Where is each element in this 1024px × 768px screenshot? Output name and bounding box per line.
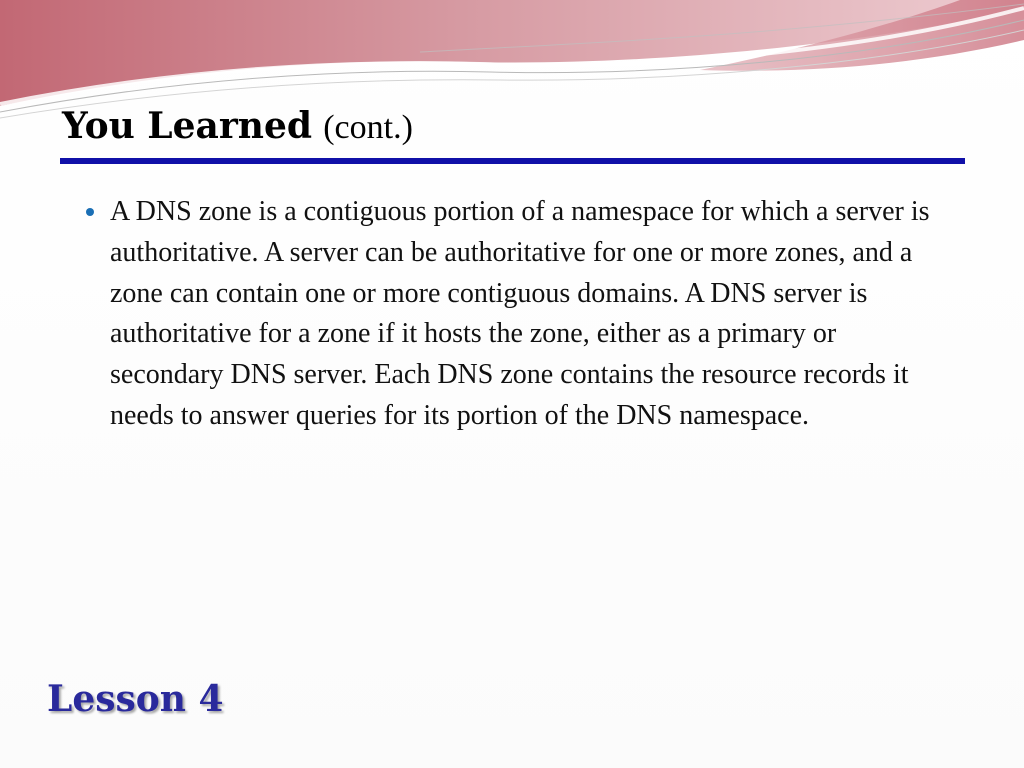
bullet-dot-icon (86, 208, 94, 216)
bullet-list (82, 192, 932, 437)
footer-lesson-label: Lesson 4 (47, 678, 224, 720)
bullet-item (82, 192, 932, 437)
slide-title-subtitle: (cont.) (323, 109, 413, 146)
bullet-text: A DNS zone is a contiguous portion of a namespace for which a server is authoritative. A server can be authoritative for one or more zones, and a zone can contain one or more contiguous domains. A DNS server is authoritative for a zone if it hosts the zone, either as a primary or secondary DNS server. Each DNS zone contains the resource records it needs to answer queries for its portion of the DNS namespace. (110, 196, 930, 431)
slide-title (62, 106, 413, 147)
title-underline-rule (60, 158, 965, 164)
slide-title-main: You Learned (62, 105, 313, 147)
